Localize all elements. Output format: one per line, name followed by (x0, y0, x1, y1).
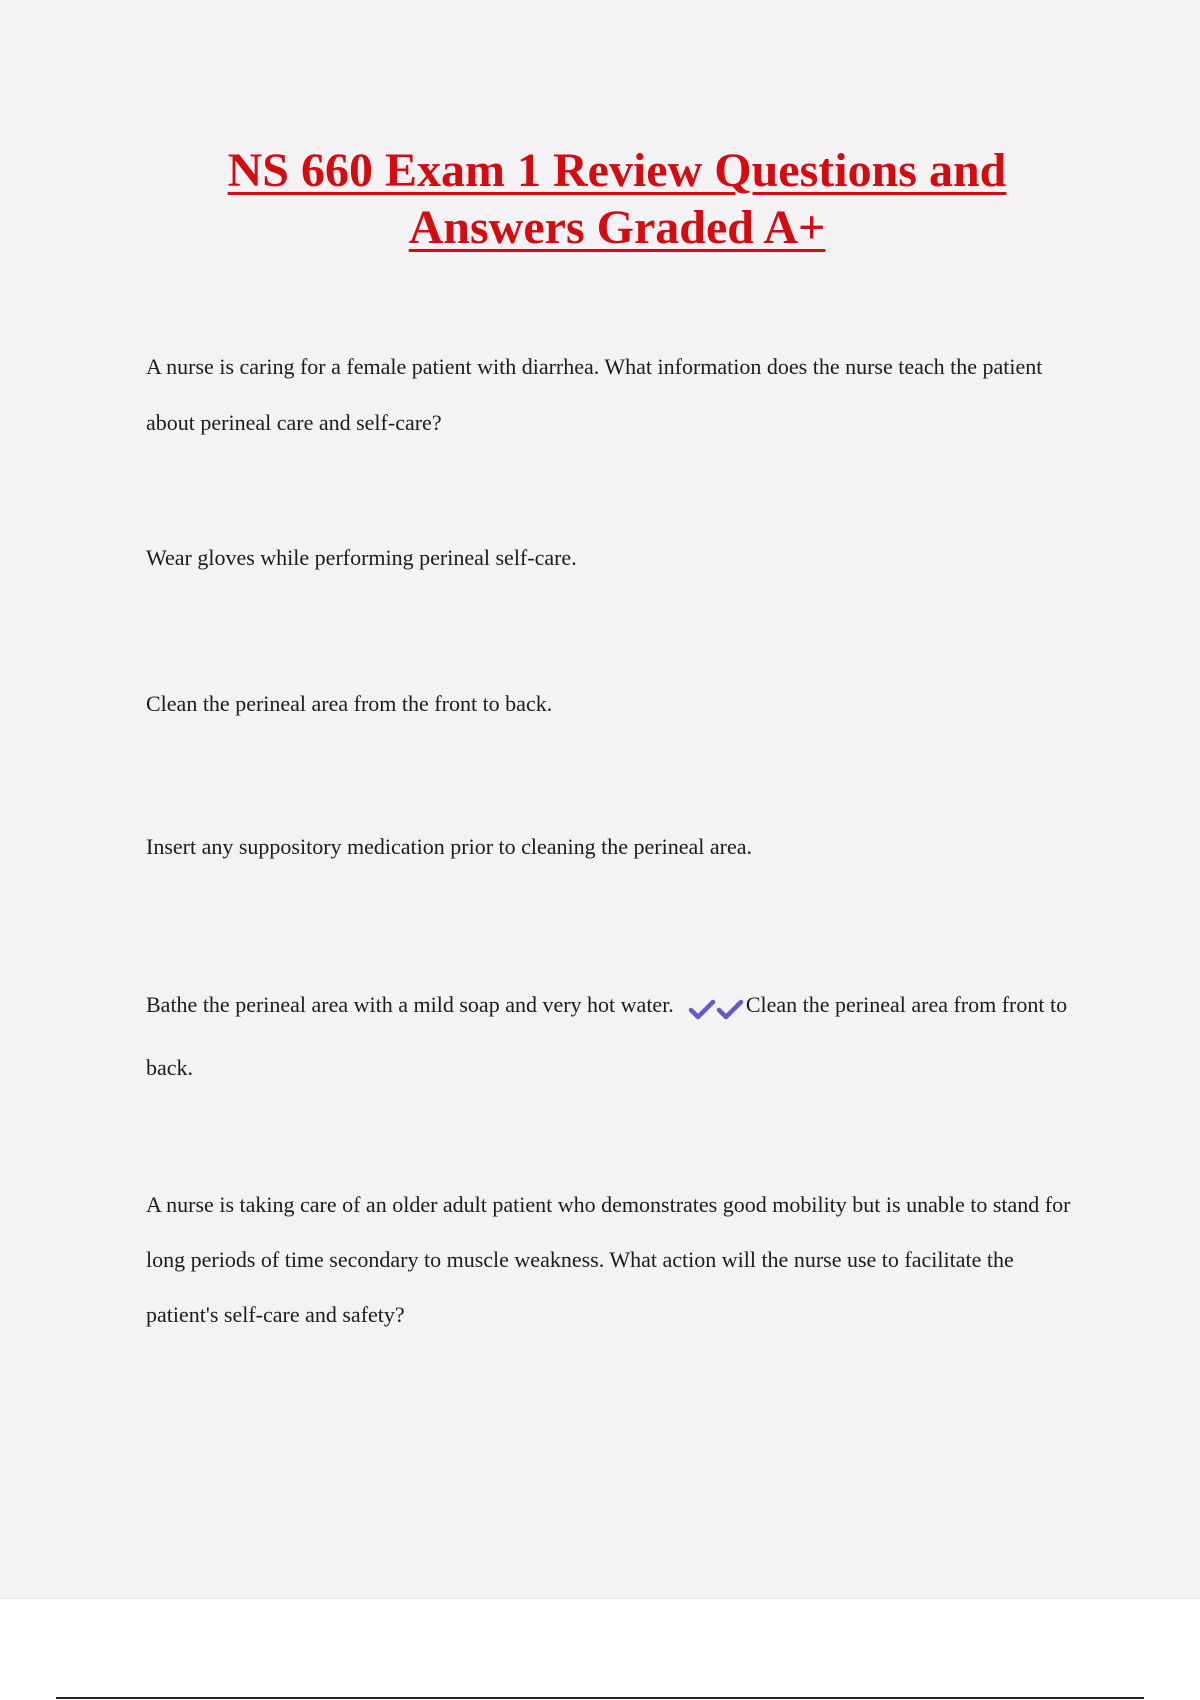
question-1-option-4-with-answer (146, 975, 1086, 1098)
title-line-1: NS 660 Exam 1 Review Questions and (227, 144, 1007, 197)
title-line-2: Answers Graded A+ (408, 201, 826, 254)
question-1-option-2: Clean the perineal area from the front to back. (146, 691, 553, 716)
footer-divider (56, 1697, 1144, 1699)
answer-check-marks (688, 978, 744, 1038)
question-1-option-1: Wear gloves while performing perineal self-care. (146, 545, 577, 570)
question-1-answer: Clean the perineal area from front to back. (146, 992, 1068, 1080)
check-icon (688, 999, 716, 1021)
question-1-text: A nurse is caring for a female patient with diarrhea. What information does the nurse teach the patient about perineal care and self-care? (146, 354, 1043, 435)
document-title (0, 142, 1200, 256)
check-icon (716, 999, 744, 1021)
question-1-option-4: Bathe the perineal area with a mild soap and very hot water. (146, 992, 674, 1017)
question-2-text: A nurse is taking care of an older adult patient who demonstrates good mobility but is unable to stand for long periods of time secondary to muscle weakness. What action will the nurse use to facilitate the patient's self-care and safety? (146, 1192, 1071, 1327)
question-1-option-3: Insert any suppository medication prior to cleaning the perineal area. (146, 834, 753, 859)
